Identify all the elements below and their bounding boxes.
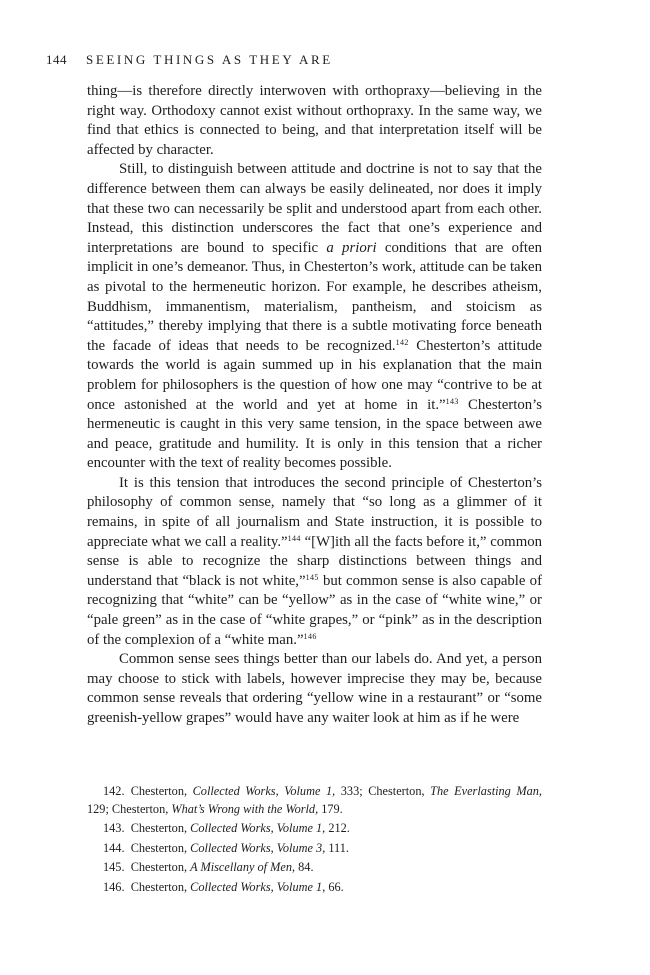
body-text <box>87 82 542 729</box>
footnote-number: 144. <box>103 840 125 855</box>
italic-text: The Everlasting Man, <box>430 784 543 798</box>
italic-text: Collected Works, Volume 1, <box>192 784 336 798</box>
footnote-ref: 143 <box>445 396 459 406</box>
text-run: 129; Chesterton, <box>87 801 172 816</box>
footnote-ref: 142 <box>395 337 409 347</box>
footnote-ref: 145 <box>305 572 319 582</box>
italic-text: Collected Works, Volume 1, <box>190 821 326 835</box>
text-run: Chesterton, <box>130 821 191 835</box>
text-run: but common sense is also capable of recognizing that “white” can be “yellow” as in the case of “white wine,” or “pale green” as in the case of “white grapes,” or “pink” as in the description of the complexion of a “white man.” <box>87 572 542 648</box>
text-run: , 66. <box>322 879 344 894</box>
footnote-number: 142. <box>103 784 125 798</box>
text-run: conditions that are often implicit in one’s demeanor. Thus, in Chesterton’s work, attitude can be taken as pivotal to the hermeneutic horizon. For example, he describes atheism, Buddhism, immanentism, materialism, pantheism, and stoicism as “attitudes,” thereby implying that there is a subtle motivating force beneath the facade of ideas that needs to be recognized. <box>87 239 542 354</box>
text-run: 179. <box>318 801 343 816</box>
footnotes <box>87 783 542 898</box>
paragraph <box>87 160 542 474</box>
footnote <box>87 840 542 858</box>
text-run: thing—is therefore directly interwoven with orthopraxy—believing in the right way. Orthodoxy cannot exist without orthopraxy. In the same way, we find that ethics is connected to being, and that interpretation itself will be affected by character. <box>87 83 542 158</box>
footnote <box>87 783 542 818</box>
text-run: Common sense sees things better than our labels do. And yet, a person may choose to stick with labels, however imprecise they may be, because common sense reveals that ordering “yellow wine in a restaurant” or “some greenish-yellow grapes” would have any waiter look at him as if he were <box>87 651 542 726</box>
text-run: 84. <box>295 860 314 874</box>
paragraph <box>87 82 542 160</box>
text-run: Chesterton’s hermeneutic is caught in this very same tension, in the space between awe and peace, gratitude and humility. It is only in this tension that a richer encounter with the text of reality becomes possible. <box>87 396 542 472</box>
footnote <box>87 859 542 877</box>
footnote-number: 146. <box>103 879 125 894</box>
text-run: Chesterton, <box>130 840 191 855</box>
text-run: Chesterton, <box>130 860 191 874</box>
italic-text: Collected Works, Volume 3 <box>190 840 323 855</box>
italic-text: a priori <box>326 239 377 256</box>
italic-text: What’s Wrong with the World, <box>171 801 319 816</box>
footnote-number: 145. <box>103 860 125 874</box>
text-run: 333; Chesterton, <box>335 784 431 798</box>
text-run: It is this tension that introduces the second principle of Chesterton’s philosophy of common sense, namely that “so long as a glimmer of it remains, in spite of all journalism and State instruction, it is possible to appreciate what we call a reality.” <box>87 474 542 550</box>
text-run: “[W]ith all the facts before it,” common sense is able to recognize the sharp distinctions between things and understand that “black is not white,” <box>87 533 542 589</box>
footnote <box>87 820 542 838</box>
text-run: Still, to distinguish between attitude and doctrine is not to say that the difference between them can always be easily delineated, nor does it imply that these two can necessarily be split and understood apart from each other. Instead, this distinction underscores the fact that one’s experience and interpretations are bound to specific <box>87 161 542 256</box>
paragraph <box>87 474 542 650</box>
text-run: Chesterton’s attitude towards the world is again summed up in his explanation that the main problem for philosophers is the question of how one may “contrive to be at once astonished at the world and yet at home in it.” <box>87 337 542 413</box>
italic-text: Collected Works, Volume 1 <box>190 879 323 894</box>
text-run: Chesterton, <box>130 879 191 894</box>
text-run: Chesterton, <box>130 784 193 798</box>
footnote-number: 143. <box>103 821 125 835</box>
running-title: SEEING THINGS AS THEY ARE <box>86 52 333 67</box>
text-run: 212. <box>325 821 350 835</box>
text-run: , 111. <box>322 840 349 855</box>
paragraph <box>87 650 542 728</box>
footnote-ref: 144 <box>287 533 301 543</box>
running-header <box>46 52 566 72</box>
footnote-ref: 146 <box>303 631 317 641</box>
page-number: 144 <box>46 52 67 67</box>
italic-text: A Miscellany of Men, <box>190 860 296 874</box>
footnote <box>87 879 542 897</box>
